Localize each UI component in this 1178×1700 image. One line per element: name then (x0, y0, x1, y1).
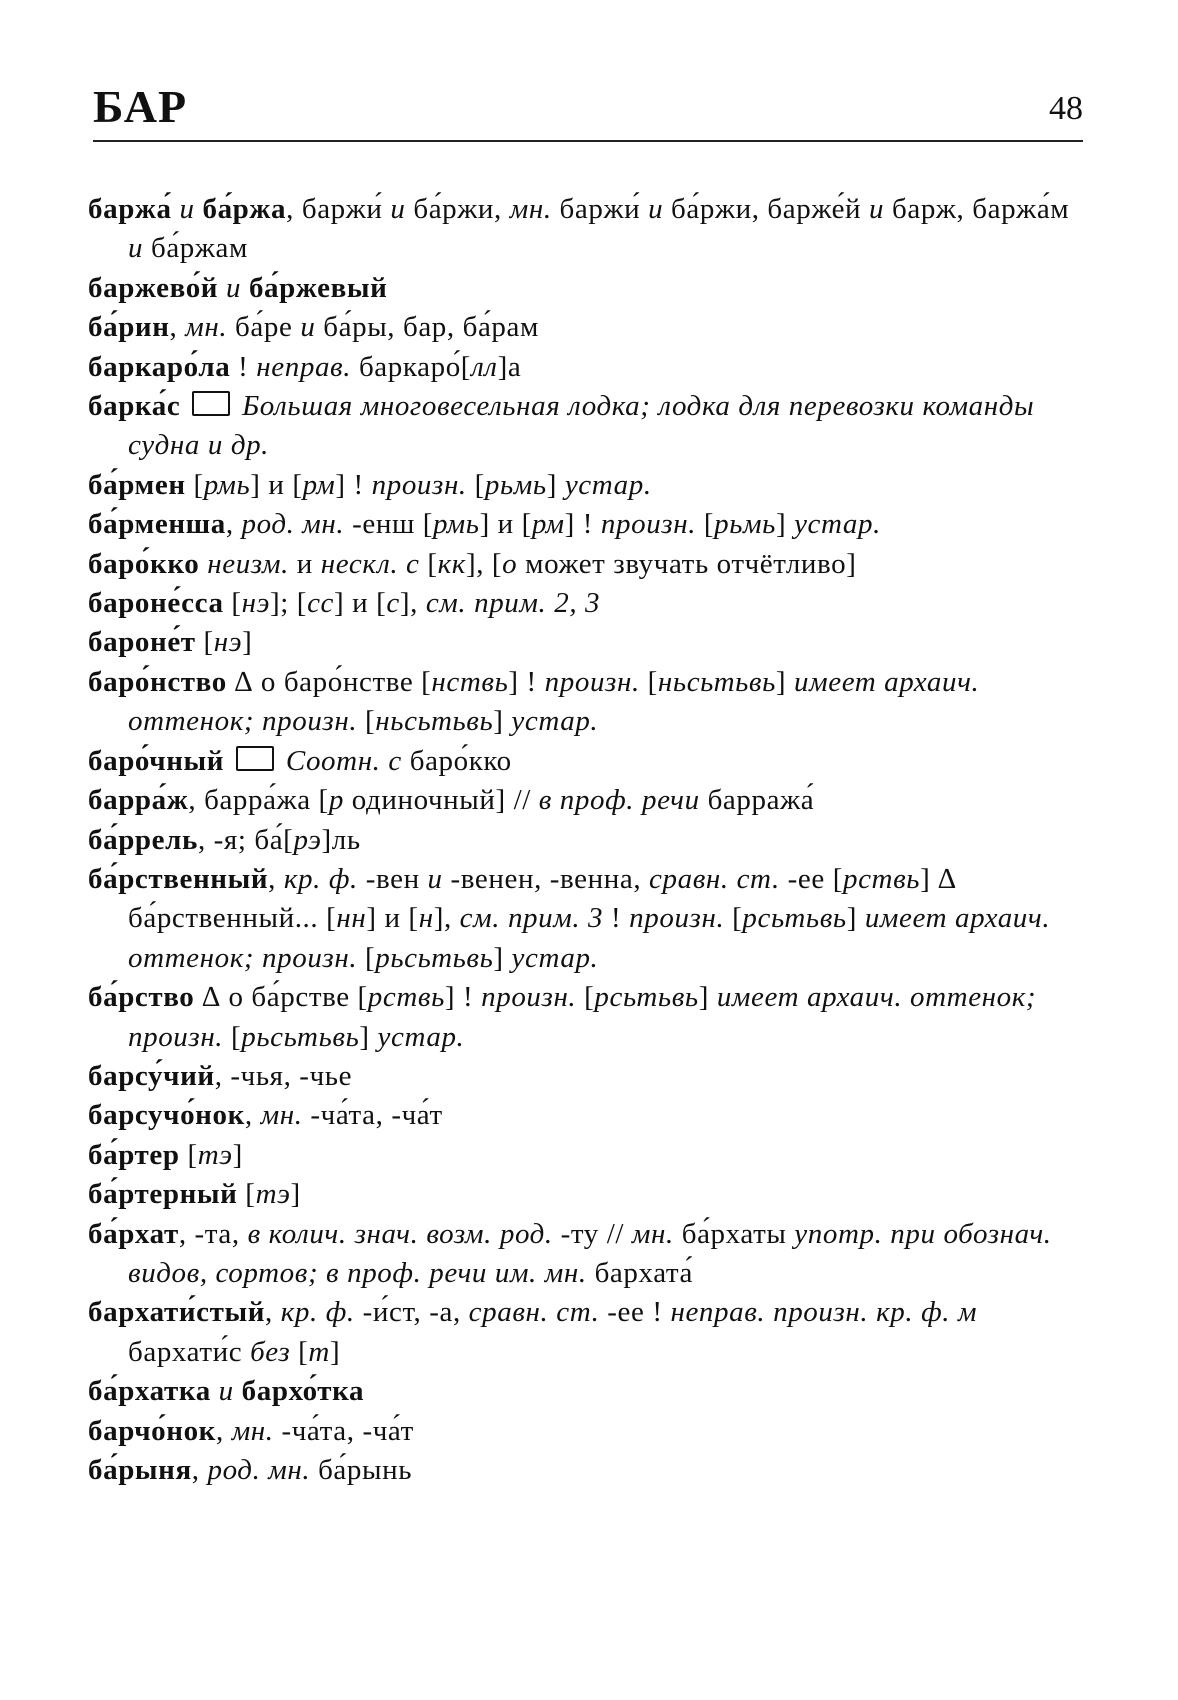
entry-text: ] (546, 468, 565, 501)
entry-text: ба́ржи, барже́й (663, 193, 870, 225)
entry-text: ] и [ (250, 468, 303, 501)
grammar-mark: неправ. произн. кр. ф. м (670, 1296, 978, 1329)
entry-text: , барра́жа [ (188, 784, 329, 817)
grammar-mark: в проф. речи (538, 784, 700, 817)
entry-text: [ (639, 665, 658, 698)
entry-text: ] (493, 941, 512, 974)
headword: ба́ртерный (88, 1178, 238, 1211)
headword: ба́рмен (88, 468, 186, 501)
grammar-mark: имеет архаич. оттенок; произн. (128, 981, 1037, 1053)
grammar-mark: тэ (255, 1178, 291, 1211)
grammar-mark: без (250, 1335, 291, 1368)
grammar-mark: устар. (511, 941, 599, 974)
page-number: 48 (1049, 90, 1083, 127)
grammar-mark: и (427, 862, 443, 895)
entry-text: ] (775, 665, 795, 698)
box-icon (192, 391, 230, 416)
entry-text: , (215, 1414, 232, 1447)
grammar-mark: рсьтьвь (742, 902, 847, 935)
headword: баркаро́ла (88, 350, 231, 383)
entry-text: ∆ о ба́рстве [ (194, 981, 368, 1014)
entry-text (218, 272, 226, 304)
entry-text: [ (223, 587, 242, 620)
grammar-mark: и (869, 193, 885, 225)
grammar-mark: и (179, 193, 195, 225)
grammar-mark: кр. ф. (283, 862, 358, 895)
headword: ба́ррель (88, 823, 198, 856)
entry-text: ] (329, 1335, 341, 1368)
dictionary-entry (88, 860, 1086, 978)
entry-text: ] и [ (366, 902, 419, 935)
entry-text: [ (576, 981, 595, 1014)
entry-text: ], (433, 902, 460, 935)
dictionary-entry (88, 584, 1086, 623)
headword: бароне́т (88, 626, 196, 659)
entry-text: ∆ о баро́нстве [ (226, 665, 432, 698)
entry-text: [ (237, 1178, 256, 1211)
dictionary-entry (88, 1096, 1086, 1135)
entry-text: ] и [ (334, 587, 387, 620)
entry-text: [ (223, 1020, 242, 1053)
dictionary-entry (88, 545, 1086, 584)
grammar-mark: произн. (371, 468, 467, 501)
grammar-mark: рэ (293, 823, 322, 856)
grammar-mark: имеет архаич. оттенок; произн. (128, 902, 1051, 974)
entry-text: [ (724, 902, 743, 935)
dictionary-entry (88, 1136, 1086, 1175)
headword: ба́рственный (88, 862, 269, 895)
entry-text: бархати́с (128, 1335, 251, 1368)
grammar-mark: нэ (213, 626, 243, 659)
entry-text: ] (359, 1020, 378, 1053)
entry-text: , -та, (178, 1217, 248, 1250)
entry-text: ! (603, 902, 630, 935)
entry-text: ] ! (508, 665, 545, 698)
grammar-mark: нн (336, 902, 367, 935)
grammar-mark: тэ (197, 1138, 233, 1171)
dictionary-entry (88, 190, 1086, 269)
entry-text (180, 390, 188, 422)
dictionary-entry (88, 978, 1086, 1057)
grammar-mark: т (308, 1335, 330, 1368)
grammar-mark: рмь (203, 468, 251, 501)
grammar-mark: рмь (433, 508, 480, 541)
headword: баржево́й (88, 271, 219, 304)
entry-text: , (169, 311, 186, 344)
headword: барчо́нок (88, 1414, 216, 1447)
entry-text: ] (698, 981, 717, 1014)
grammar-mark: неправ. (256, 350, 352, 383)
dictionary-entry (88, 1451, 1086, 1490)
headword: ба́ржа (202, 193, 287, 225)
grammar-mark: сс (307, 587, 335, 620)
entry-text: одиночный] // (343, 784, 539, 817)
grammar-mark: и (648, 193, 664, 225)
headword: ба́ртер (88, 1138, 180, 1171)
grammar-mark: рьмь (714, 508, 776, 541)
headword: баро́кко (88, 547, 200, 580)
dictionary-entry (88, 1215, 1086, 1294)
dictionary-entry (88, 1175, 1086, 1214)
entry-text: ] (846, 902, 865, 935)
grammar-mark: мн. (509, 193, 552, 225)
dictionary-entry (88, 623, 1086, 662)
grammar-mark: устар. (794, 508, 881, 541)
grammar-mark: кр. ф. (280, 1296, 355, 1329)
dictionary-entry (88, 663, 1086, 742)
grammar-mark: и (128, 232, 144, 265)
entry-text: баржи́ (551, 193, 649, 225)
headword: ба́ржевый (248, 271, 388, 304)
entry-text (278, 745, 286, 777)
entry-text: -ту // (552, 1217, 632, 1250)
entry-text: , (265, 1296, 281, 1329)
grammar-mark: кк (437, 547, 466, 580)
grammar-mark: неизм. (207, 547, 289, 580)
grammar-mark: нствь (431, 665, 509, 698)
grammar-mark: мн. (231, 1414, 274, 1447)
entry-text: барража́ (699, 784, 815, 817)
entry-text: ] и [ (479, 508, 532, 541)
headword: барсу́чий (88, 1059, 215, 1092)
entry-text: ] (493, 705, 512, 738)
entry-text: ба́ржам (143, 232, 248, 265)
entry-text: [ (179, 1138, 198, 1171)
entry-text: ]ль (321, 823, 361, 856)
grammar-mark: и (225, 271, 242, 304)
entry-text: [ (357, 941, 376, 974)
headword: ба́рин (88, 311, 170, 344)
grammar-mark: нэ (241, 587, 271, 620)
headword: баро́нство (88, 665, 227, 698)
grammar-mark: см. прим. 2, 3 (425, 587, 601, 620)
entry-text: ] (242, 626, 253, 659)
dictionary-entry (88, 348, 1086, 387)
entry-text: [ (419, 547, 438, 580)
entry-text: , (225, 508, 242, 541)
entry-text: [ (696, 508, 715, 541)
entry-text: ] (232, 1138, 243, 1171)
entry-text: барж, баржа́м (884, 193, 1070, 225)
running-head: БАР (93, 81, 188, 132)
dictionary-entry (88, 821, 1086, 860)
grammar-mark: употр. при обознач. видов, сортов; в проф. речи им. мн. (128, 1217, 1052, 1289)
headword: барсучо́нок (88, 1099, 245, 1132)
headword: ба́рство (88, 981, 195, 1014)
grammar-mark: о (502, 547, 518, 580)
grammar-mark: р (328, 784, 344, 817)
entry-text: ! (230, 350, 257, 383)
dictionary-entry (88, 308, 1086, 347)
entry-text: , (244, 1099, 261, 1132)
headword: баро́чный (88, 744, 225, 777)
entry-text: -енш [ (344, 508, 433, 541)
entry-text (234, 390, 242, 422)
entry-text: ]а (497, 350, 522, 383)
dictionary-entry (88, 1372, 1086, 1411)
entry-text: , (191, 1454, 208, 1486)
headword: ба́рхат (88, 1217, 179, 1250)
headword: ба́рхатка (88, 1375, 211, 1408)
entry-text: ба́рхаты (673, 1217, 795, 1250)
entry-text: ба́рынь (310, 1454, 413, 1486)
grammar-mark: и (390, 193, 406, 225)
grammar-mark: ньсьтьвь (375, 705, 494, 738)
grammar-mark: рсьтьвь (594, 981, 699, 1014)
entry-text: ] (290, 1178, 301, 1211)
entry-text: -венен, -венна, (442, 862, 650, 895)
entry-text: -вен (357, 862, 428, 895)
entry-text: ] ! (335, 468, 372, 501)
dictionary-entry (88, 387, 1086, 466)
headword: бархати́стый (88, 1296, 266, 1329)
entry-text: баро́кко (401, 744, 512, 777)
entry-text: ба́ржи, (405, 193, 510, 225)
headword: баржа́ (88, 193, 172, 225)
headword: ба́рменша (88, 508, 226, 541)
entry-text (234, 1375, 242, 1407)
grammar-mark: рьсьтьвь (241, 1020, 360, 1053)
grammar-mark: произн. (544, 665, 640, 698)
grammar-mark: устар. (564, 468, 652, 501)
grammar-mark: устар. (377, 1020, 465, 1053)
grammar-mark: род. мн. (207, 1454, 311, 1486)
entry-text: [ (466, 468, 485, 501)
entry-text: , -чья, -чье (214, 1059, 353, 1092)
entry-text: -ее [ (779, 862, 843, 895)
definition: Большая многовесельная лодка; лодка для перевозки команды судна и др. (128, 390, 1035, 462)
entry-text: ] ∆ ба́рственный... [ (128, 862, 957, 935)
entry-text: и (288, 547, 321, 580)
entry-text: ], [ (465, 547, 503, 580)
page-header (93, 78, 1083, 142)
entry-list (88, 190, 1086, 1490)
grammar-mark: рствь (367, 981, 445, 1014)
grammar-mark: рм (531, 508, 565, 541)
dictionary-entry (88, 466, 1086, 505)
grammar-mark: произн. (600, 508, 697, 541)
entry-text: бархата́ (586, 1256, 694, 1289)
grammar-mark: рствь (842, 862, 921, 895)
grammar-mark: мн. (185, 311, 228, 344)
dictionary-entry (88, 1057, 1086, 1096)
dictionary-entry (88, 781, 1086, 820)
entry-text: ] ! (564, 508, 601, 541)
grammar-mark: и (300, 311, 316, 344)
entry-text (224, 745, 232, 777)
entry-text: , -я; ба́[ (197, 823, 294, 856)
grammar-mark: сравн. ст. (649, 862, 780, 895)
dictionary-entry (88, 1412, 1086, 1451)
grammar-mark: имеет архаич. оттенок; произн. (128, 665, 980, 738)
grammar-mark: нескл. с (320, 547, 420, 580)
dictionary-entry (88, 269, 1086, 308)
entry-text: -ча́та, -ча́т (302, 1099, 443, 1132)
entry-text: [ (185, 468, 204, 501)
entry-text: [ (195, 626, 214, 659)
entry-text: , (268, 862, 284, 895)
headword: бархо́тка (241, 1375, 365, 1408)
grammar-mark: н (418, 902, 434, 935)
entry-text: -и́ст, -а, (354, 1296, 469, 1329)
dictionary-entry (88, 742, 1086, 781)
grammar-mark: с (386, 587, 400, 620)
entry-text: ] (775, 508, 795, 541)
dictionary-entry (88, 1293, 1086, 1372)
entry-text: может звучать отчётливо] (517, 547, 857, 580)
entry-text (241, 272, 249, 304)
grammar-mark: род. мн. (241, 508, 345, 541)
grammar-mark: сравн. ст. (468, 1296, 600, 1329)
entry-text: -ее ! (599, 1296, 671, 1329)
grammar-mark: Соотн. с (285, 744, 402, 777)
entry-text: баркаро́[ (351, 350, 472, 383)
grammar-mark: рьсьтьвь (375, 941, 494, 974)
headword: ба́рыня (88, 1454, 192, 1486)
grammar-mark: см. прим. 3 (459, 902, 604, 935)
box-icon (236, 746, 274, 771)
grammar-mark: рм (302, 468, 336, 501)
entry-text (211, 1375, 219, 1407)
grammar-mark: лл (471, 350, 498, 383)
headword: бароне́сса (88, 587, 224, 620)
headword: барра́ж (88, 784, 189, 817)
grammar-mark: произн. (629, 902, 725, 935)
entry-text: , баржи́ (286, 193, 391, 225)
grammar-mark: устар. (511, 705, 599, 738)
entry-text: [ (357, 705, 376, 738)
entry-text: ]; [ (270, 587, 308, 620)
grammar-mark: мн. (260, 1099, 303, 1132)
headword: барка́с (88, 390, 181, 423)
entry-text (172, 193, 180, 225)
grammar-mark: и (218, 1375, 234, 1408)
entry-text: ], (399, 587, 426, 620)
grammar-mark: рьмь (484, 468, 547, 501)
grammar-mark: произн. (481, 981, 577, 1014)
grammar-mark: в колич. знач. возм. род. (247, 1217, 553, 1250)
entry-text: [ (290, 1335, 309, 1368)
dictionary-entry (88, 505, 1086, 544)
grammar-mark: мн. (631, 1217, 674, 1250)
entry-text: -ча́та, -ча́т (273, 1414, 414, 1447)
entry-text: ] ! (444, 981, 482, 1014)
grammar-mark: ньсьтьвь (657, 665, 776, 698)
entry-text: ба́ре (227, 311, 301, 344)
entry-text: ба́ры, бар, ба́рам (315, 311, 539, 344)
